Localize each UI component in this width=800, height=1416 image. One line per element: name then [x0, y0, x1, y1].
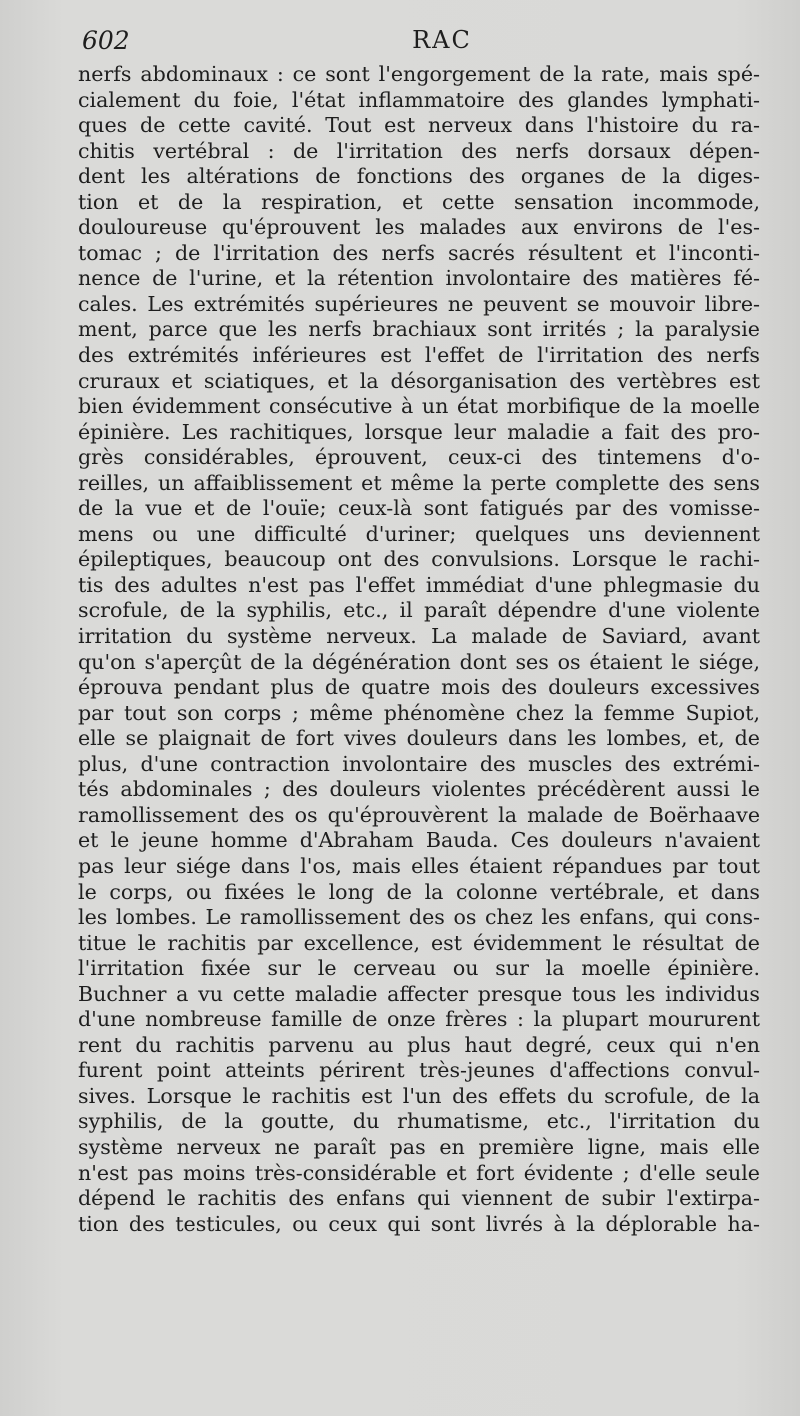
text-line: cales. Les extrémités supérieures ne peuvent se mouvoir libre- [78, 291, 760, 316]
text-line: bien évidemment consécutive à un état morbifique de la moelle [78, 394, 760, 419]
text-line: chitis vertébral : de l'irritation des nerfs dorsaux dépen- [78, 138, 760, 163]
text-line: furent point atteints périrent très-jeunes d'affections convul- [78, 1058, 760, 1083]
text-line: nence de l'urine, et la rétention involontaire des matières fé- [78, 266, 760, 291]
text-line: douloureuse qu'éprouvent les malades aux environs de l'es- [78, 215, 760, 240]
text-line: tés abdominales ; des douleurs violentes précédèrent aussi le [78, 777, 760, 802]
text-line: nerfs abdominaux : ce sont l'engorgement de la rate, mais spé- [78, 62, 760, 86]
text-line: dépend le rachitis des enfans qui viennent de subir l'extirpa- [78, 1186, 760, 1211]
text-line: rent du rachitis parvenu au plus haut degré, ceux qui n'en [78, 1032, 760, 1057]
text-line: tomac ; de l'irritation des nerfs sacrés résultent et l'inconti- [78, 240, 760, 265]
text-line: et le jeune homme d'Abraham Bauda. Ces douleurs n'avaient [78, 828, 760, 853]
text-line: sives. Lorsque le rachitis est l'un des effets du scrofule, de la [78, 1083, 760, 1108]
text-line: qu'on s'aperçût de la dégénération dont ses os étaient le siége, [78, 649, 760, 674]
text-line: elle se plaignait de fort vives douleurs dans les lombes, et, de [78, 726, 760, 751]
text-line: d'une nombreuse famille de onze frères : la plupart moururent [78, 1007, 760, 1032]
text-line: épileptiques, beaucoup ont des convulsions. Lorsque le rachi- [78, 547, 760, 572]
text-line: Buchner a vu cette maladie affecter presque tous les individus [78, 981, 760, 1006]
text-line: éprouva pendant plus de quatre mois des douleurs excessives [78, 675, 760, 700]
body-text [78, 62, 760, 1237]
text-line: mens ou une difficulté d'uriner; quelques uns deviennent [78, 521, 760, 546]
text-line: des extrémités inférieures est l'effet de l'irritation des nerfs [78, 343, 760, 368]
text-line: titue le rachitis par excellence, est évidemment le résultat de [78, 930, 760, 955]
text-line: ques de cette cavité. Tout est nerveux dans l'histoire du ra- [78, 113, 760, 138]
text-line: grès considérables, éprouvent, ceux-ci des tintemens d'o- [78, 445, 760, 470]
text-line: scrofule, de la syphilis, etc., il paraît dépendre d'une violente [78, 598, 760, 623]
text-line: cialement du foie, l'état inflammatoire des glandes lymphati- [78, 87, 760, 112]
text-line: cruraux et sciatiques, et la désorganisation des vertèbres est [78, 368, 760, 393]
text-line: ment, parce que les nerfs brachiaux sont irrités ; la paralysie [78, 317, 760, 342]
page-number: 602 [82, 26, 130, 55]
text-line: le corps, ou fixées le long de la colonne vertébrale, et dans [78, 879, 760, 904]
text-line: tion et de la respiration, et cette sensation incommode, [78, 189, 760, 214]
text-line: système nerveux ne paraît pas en première ligne, mais elle [78, 1134, 760, 1159]
text-line: par tout son corps ; même phénomène chez la femme Supiot, [78, 700, 760, 725]
page-header [82, 26, 760, 62]
text-line: plus, d'une contraction involontaire des muscles des extrémi- [78, 751, 760, 776]
text-line: syphilis, de la goutte, du rhumatisme, etc., l'irritation du [78, 1109, 760, 1134]
text-line: n'est pas moins très-considérable et fort évidente ; d'elle seule [78, 1160, 760, 1185]
text-line: l'irritation fixée sur le cerveau ou sur la moelle épinière. [78, 956, 760, 981]
text-line: épinière. Les rachitiques, lorsque leur maladie a fait des pro- [78, 419, 760, 444]
text-line: ramollissement des os qu'éprouvèrent la malade de Boërhaave [78, 802, 760, 827]
running-head: RAC [412, 26, 472, 54]
text-line: irritation du système nerveux. La malade de Saviard, avant [78, 624, 760, 649]
text-line: de la vue et de l'ouïe; ceux-là sont fatigués par des vomisse- [78, 496, 760, 521]
text-line: tis des adultes n'est pas l'effet immédiat d'une phlegmasie du [78, 572, 760, 597]
text-line: dent les altérations de fonctions des organes de la diges- [78, 164, 760, 189]
text-line: reilles, un affaiblissement et même la perte complette des sens [78, 470, 760, 495]
text-line: pas leur siége dans l'os, mais elles étaient répandues par tout [78, 853, 760, 878]
text-line: les lombes. Le ramollissement des os chez les enfans, qui cons- [78, 905, 760, 930]
text-line: tion des testicules, ou ceux qui sont livrés à la déplorable ha- [78, 1211, 760, 1236]
